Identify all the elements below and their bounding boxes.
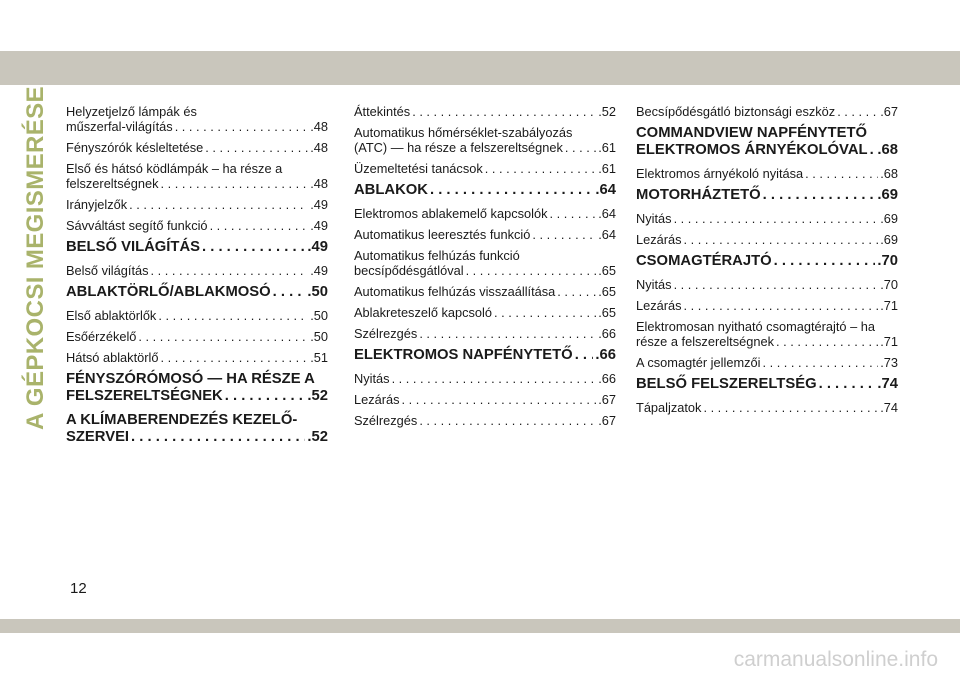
toc-entry-row — [354, 284, 616, 299]
toc-entry-row — [636, 211, 898, 226]
toc-entry[interactable] — [66, 263, 328, 278]
toc-entry-row — [636, 277, 898, 292]
dot-leader — [430, 182, 593, 199]
dot-leader — [129, 197, 308, 212]
toc-entry-title: Lezárás — [636, 232, 682, 247]
toc-page-ref: .48 — [310, 119, 328, 134]
toc-entry-title: BELSŐ FELSZERELTSÉG — [636, 376, 817, 392]
dot-leader — [402, 392, 597, 407]
dot-leader — [674, 211, 879, 226]
toc-entry-title: Elektromos árnyékoló nyitása — [636, 166, 804, 181]
toc-entry[interactable] — [354, 206, 616, 221]
toc-entry-row — [66, 119, 328, 134]
toc-entry[interactable] — [354, 371, 616, 386]
toc-entry-row — [66, 140, 328, 155]
toc-section-heading[interactable] — [636, 125, 898, 159]
toc-entry-row — [66, 350, 328, 365]
toc-entry-title: Hátsó ablaktörlő — [66, 350, 159, 365]
toc-page-ref: .69 — [880, 211, 898, 226]
dot-leader — [532, 227, 596, 242]
toc-entry-title: Szélrezgés — [354, 413, 418, 428]
toc-entry-row — [354, 305, 616, 320]
toc-entry[interactable] — [354, 305, 616, 320]
toc-page-ref: .65 — [598, 263, 616, 278]
toc-entry-row — [66, 239, 328, 256]
dot-leader — [494, 305, 596, 320]
toc-section-heading[interactable] — [66, 284, 328, 301]
watermark: carmanualsonline.info — [733, 648, 938, 671]
dot-leader — [837, 104, 878, 119]
toc-page-ref: .65 — [598, 284, 616, 299]
toc-page-ref: .50 — [310, 308, 328, 323]
toc-entry[interactable] — [354, 248, 616, 278]
toc-page-ref: .71 — [880, 334, 898, 349]
dot-leader — [805, 166, 878, 181]
toc-entry-row — [66, 218, 328, 233]
toc-section-heading[interactable] — [66, 371, 328, 405]
toc-entry-row — [636, 104, 898, 119]
toc-entry-line: Helyzetjelző lámpák és — [66, 104, 197, 119]
toc-entry-title: CSOMAGTÉRAJTÓ — [636, 253, 772, 269]
dot-leader — [210, 218, 309, 233]
toc-entry-title: Lezárás — [636, 298, 682, 313]
toc-page-ref: .50 — [310, 329, 328, 344]
toc-entry[interactable] — [66, 161, 328, 191]
toc-entry-title: Nyitás — [636, 211, 672, 226]
toc-section-heading[interactable] — [354, 182, 616, 199]
toc-entry-row — [636, 376, 898, 393]
toc-entry-row — [354, 182, 616, 199]
toc-entry-row — [354, 392, 616, 407]
toc-entry-title: (ATC) — ha része a felszereltségnek — [354, 140, 563, 155]
toc-entry-row — [354, 140, 616, 155]
dot-leader — [131, 429, 305, 446]
toc-entry-row — [636, 400, 898, 415]
toc-page-ref: .52 — [307, 429, 328, 445]
toc-page-ref: .69 — [880, 232, 898, 247]
toc-entry[interactable] — [636, 400, 898, 415]
toc-entry-row — [636, 334, 898, 349]
top-band — [0, 51, 960, 85]
toc-page-ref: .67 — [598, 413, 616, 428]
toc-page-ref: .51 — [310, 350, 328, 365]
toc-entry[interactable] — [636, 355, 898, 370]
dot-leader — [392, 371, 597, 386]
toc-entry-line: Elektromosan nyitható csomagtérajtó – ha — [636, 319, 876, 334]
toc-entry-row — [354, 413, 616, 428]
toc-entry-row — [66, 197, 328, 212]
dot-leader — [557, 284, 596, 299]
toc-entry-title: része a felszereltségnek — [636, 334, 774, 349]
toc-page-ref: .71 — [880, 298, 898, 313]
toc-entry-title: Irányjelzők — [66, 197, 128, 212]
toc-entry-row — [354, 227, 616, 242]
toc-page-ref: .68 — [880, 166, 898, 181]
bottom-band — [0, 619, 960, 633]
dot-leader — [674, 277, 879, 292]
dot-leader — [175, 119, 309, 134]
toc-entry-title: felszereltségnek — [66, 176, 159, 191]
dot-leader — [549, 206, 596, 221]
dot-leader — [466, 263, 597, 278]
toc-entry-row — [636, 142, 898, 159]
toc-page-ref: .49 — [310, 218, 328, 233]
toc-entry-line: COMMANDVIEW NAPFÉNYTETŐ — [636, 125, 867, 141]
toc-entry-title: Automatikus felhúzás visszaállítása — [354, 284, 556, 299]
toc-section-heading[interactable] — [66, 239, 328, 256]
toc-entry[interactable] — [66, 308, 328, 323]
toc-page-ref: .68 — [877, 142, 898, 158]
dot-leader — [763, 187, 876, 204]
toc-page-ref: .67 — [880, 104, 898, 119]
dot-leader — [684, 232, 879, 247]
dot-leader — [776, 334, 878, 349]
toc-entry-row — [636, 253, 898, 270]
toc-entry[interactable] — [66, 329, 328, 344]
toc-entry-line: Első és hátsó ködlámpák – ha része a — [66, 161, 283, 176]
dot-leader — [485, 161, 596, 176]
toc-entry[interactable] — [354, 161, 616, 176]
toc-entry-title: A csomagtér jellemzői — [636, 355, 761, 370]
toc-entry-title: ELEKTROMOS NAPFÉNYTETŐ — [354, 347, 573, 363]
toc-entry-row — [66, 329, 328, 344]
toc-entry-title: Első ablaktörlők — [66, 308, 157, 323]
toc-entry-row — [66, 308, 328, 323]
dot-leader — [703, 400, 878, 415]
toc-section-heading[interactable] — [66, 412, 328, 446]
toc-page-ref: .66 — [598, 371, 616, 386]
toc-entry-row — [354, 104, 616, 119]
toc-entry[interactable] — [66, 197, 328, 212]
toc-entry-title: Szélrezgés — [354, 326, 418, 341]
toc-entry-title: FELSZERELTSÉGNEK — [66, 388, 223, 404]
toc-column-1 — [66, 104, 328, 453]
toc-entry-title: Lezárás — [354, 392, 400, 407]
toc-page-ref: .65 — [598, 305, 616, 320]
toc-page-ref: .49 — [307, 239, 328, 255]
dot-leader — [205, 140, 308, 155]
toc-entry-row — [354, 161, 616, 176]
toc-section-heading[interactable] — [354, 347, 616, 364]
toc-page-ref: .48 — [310, 140, 328, 155]
toc-entry-title: Ablakreteszelő kapcsoló — [354, 305, 492, 320]
toc-page-ref: .61 — [598, 140, 616, 155]
toc-entry[interactable] — [636, 277, 898, 292]
toc-entry-row — [636, 298, 898, 313]
toc-entry-row — [636, 232, 898, 247]
toc-entry-row — [636, 166, 898, 181]
toc-entry[interactable] — [636, 166, 898, 181]
dot-leader — [160, 350, 308, 365]
toc-entry-row — [636, 187, 898, 204]
toc-entry-title: MOTORHÁZTETŐ — [636, 187, 761, 203]
top-banner — [0, 0, 960, 95]
toc-entry-title: Üzemeltetési tanácsok — [354, 161, 483, 176]
dot-leader — [158, 308, 308, 323]
toc-entry-row — [66, 429, 328, 446]
dot-leader — [419, 413, 596, 428]
toc-page-ref: .67 — [598, 392, 616, 407]
toc-entry-title: Fényszórók késleltetése — [66, 140, 204, 155]
toc-entry-title: Automatikus leeresztés funkció — [354, 227, 531, 242]
toc-page-ref: .50 — [307, 284, 328, 300]
toc-entry-row — [354, 371, 616, 386]
toc-page-ref: .73 — [880, 355, 898, 370]
dot-leader — [151, 263, 309, 278]
toc-entry-row — [66, 284, 328, 301]
toc-entry-row — [354, 263, 616, 278]
page-number: 12 — [70, 580, 87, 597]
toc-entry[interactable] — [636, 298, 898, 313]
dot-leader — [273, 284, 306, 301]
toc-entry-title: műszerfal-világítás — [66, 119, 173, 134]
toc-section-heading[interactable] — [636, 253, 898, 270]
toc-page-ref: .61 — [598, 161, 616, 176]
toc-entry-title: becsípődésgátlóval — [354, 263, 464, 278]
toc-entry[interactable] — [354, 104, 616, 119]
toc-entry-row — [354, 326, 616, 341]
toc-entry-row — [66, 388, 328, 405]
toc-entry-title: BELSŐ VILÁGÍTÁS — [66, 239, 201, 255]
toc-page-ref: .49 — [310, 263, 328, 278]
toc-page-ref: .64 — [598, 206, 616, 221]
toc-entry-row — [66, 176, 328, 191]
toc-entry[interactable] — [66, 218, 328, 233]
toc-entry-title: ELEKTROMOS ÁRNYÉKOLÓVAL — [636, 142, 868, 158]
toc-entry[interactable] — [354, 413, 616, 428]
toc-entry-title: Nyitás — [636, 277, 672, 292]
toc-entry-title: Becsípődésgátló biztonsági eszköz — [636, 104, 836, 119]
toc-entry[interactable] — [636, 211, 898, 226]
toc-page-ref: .70 — [877, 253, 898, 269]
toc-entry-line: Automatikus hőmérséklet-szabályozás — [354, 125, 573, 140]
dot-leader — [870, 142, 876, 159]
dot-leader — [138, 329, 308, 344]
dot-leader — [412, 104, 596, 119]
toc-entry[interactable] — [354, 227, 616, 242]
toc-section-heading[interactable] — [636, 376, 898, 393]
toc-entry[interactable] — [354, 392, 616, 407]
dot-leader — [160, 176, 308, 191]
toc-entry[interactable] — [636, 104, 898, 119]
toc-page-ref: .66 — [595, 347, 616, 363]
dot-leader — [419, 326, 596, 341]
toc-entry[interactable] — [66, 350, 328, 365]
dot-leader — [575, 347, 594, 364]
dot-leader — [774, 253, 876, 270]
section-side-title: A GÉPKOCSI MEGISMERÉSE — [22, 86, 49, 430]
toc-entry-title: Nyitás — [354, 371, 390, 386]
toc-entry-title: SZERVEI — [66, 429, 130, 445]
dot-leader — [684, 298, 879, 313]
dot-leader — [202, 239, 305, 256]
toc-column-3 — [636, 104, 898, 421]
toc-entry[interactable] — [354, 284, 616, 299]
toc-entry-title: ABLAKTÖRLŐ/ABLAKMOSÓ — [66, 284, 271, 300]
toc-entry-row — [354, 347, 616, 364]
toc-page-ref: .49 — [310, 197, 328, 212]
toc-entry-line: FÉNYSZÓRÓMOSÓ — HA RÉSZE A — [66, 371, 315, 387]
toc-entry-title: Áttekintés — [354, 104, 411, 119]
toc-entry[interactable] — [354, 125, 616, 155]
toc-entry[interactable] — [636, 232, 898, 247]
toc-column-2 — [354, 104, 616, 434]
toc-entry-title: Tápaljzatok — [636, 400, 702, 415]
toc-section-heading[interactable] — [636, 187, 898, 204]
toc-entry-title: Elektromos ablakemelő kapcsolók — [354, 206, 548, 221]
toc-entry[interactable] — [66, 140, 328, 155]
toc-entry-title: ABLAKOK — [354, 182, 428, 198]
toc-page-ref: .52 — [307, 388, 328, 404]
toc-entry-title: Sávváltást segítő funkció — [66, 218, 208, 233]
toc-page-ref: .64 — [598, 227, 616, 242]
toc-entry[interactable] — [66, 104, 328, 134]
toc-entry[interactable] — [636, 319, 898, 349]
dot-leader — [819, 376, 876, 393]
dot-leader — [225, 388, 306, 405]
toc-entry-title: Belső világítás — [66, 263, 149, 278]
toc-page-ref: .69 — [877, 187, 898, 203]
toc-page-ref: .74 — [880, 400, 898, 415]
toc-entry-row — [354, 206, 616, 221]
toc-page-ref: .52 — [598, 104, 616, 119]
toc-entry[interactable] — [354, 326, 616, 341]
dot-leader — [762, 355, 878, 370]
toc-page-ref: .48 — [310, 176, 328, 191]
toc-entry-line: Automatikus felhúzás funkció — [354, 248, 520, 263]
toc-entry-title: Esőérzékelő — [66, 329, 137, 344]
toc-entry-row — [636, 355, 898, 370]
toc-entry-line: A KLÍMABERENDEZÉS KEZELŐ- — [66, 412, 298, 428]
toc-page-ref: .66 — [598, 326, 616, 341]
toc-page-ref: .74 — [877, 376, 898, 392]
toc-page-ref: .70 — [880, 277, 898, 292]
toc-entry-row — [66, 263, 328, 278]
toc-page-ref: .64 — [595, 182, 616, 198]
dot-leader — [565, 140, 596, 155]
